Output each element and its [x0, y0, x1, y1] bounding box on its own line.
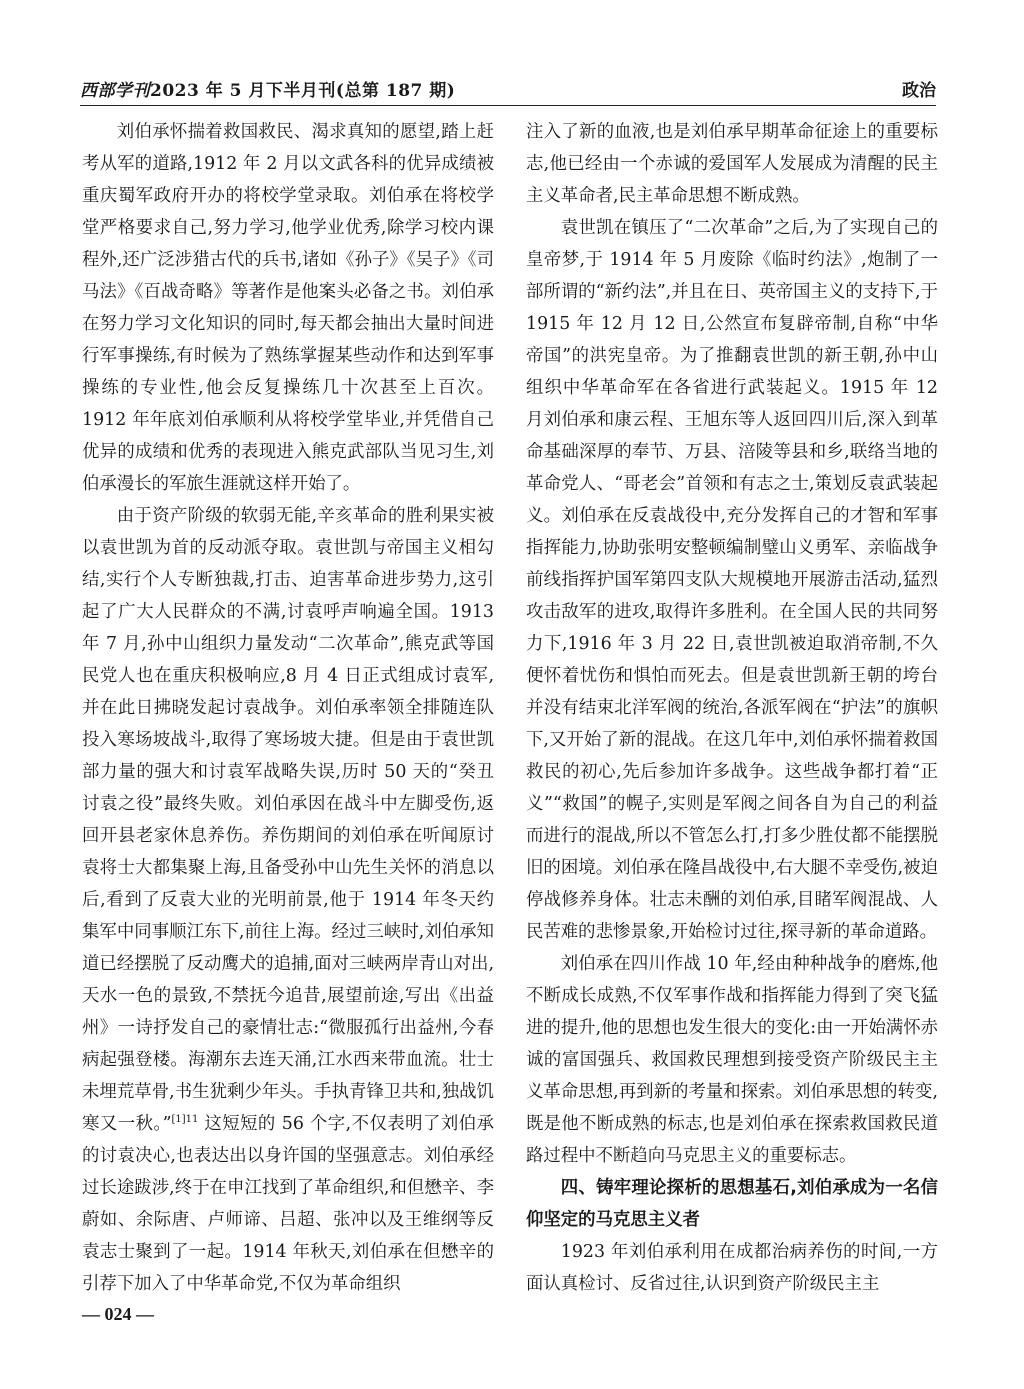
left-column	[82, 116, 494, 1300]
paragraph-2-text-a: 由于资产阶级的软弱无能,辛亥革命的胜利果实被以袁世凯为首的反动派夺取。袁世凯与帝国主义相勾结,实行个人专断独裁,打击、迫害革命进步势力,这引起了广大人民群众的不满,讨袁呼声响遍全国。1913 年 7 月,孙中山组织力量发动“二次革命”,熊克武等国民党人也在重庆积极响应,8 月 4 日正式组成讨袁军,并在此日拂晓发起讨袁战争。刘伯承率领全排随连队投入寒场坡战斗,取得了寒场坡大捷。但是由于袁世凯部力量的强大和讨袁军战略失误,历时 50 天的“癸丑讨袁之役”最终失败。刘伯承因在战斗中左脚受伤,返回开县老家休息养伤。养伤期间的刘伯承在听闻原讨袁将士大都集聚上海,且备受孙中山先生关怀的消息以后,看到了反袁大业的光明前景,他于 1914 年冬天约集军中同事顺江东下,前往上海。经过三峡时,刘伯承知道已经摆脱了反动鹰犬的追捕,面对三峡两岸青山对出,天水一色的景致,不禁抚今追昔,展望前途,写出《出益州》一诗抒发自己的豪情壮志:“微服孤行出益州,今春病起强登楼。海潮东去连天涌,江水西来带血流。壮士未埋荒草骨,书生犹剩少年头。手执青锋卫共和,独战饥寒又一秋。”	[82, 506, 494, 1134]
paragraph-4: 刘伯承在四川作战 10 年,经由种种战争的磨炼,他不断成长成熟,不仅军事作战和指挥能力得到了突飞猛进的提升,他的思想也发生很大的变化:由一开始满怀赤诚的富国强兵、救国救民理想到接受资产阶级民主主义革命思想,再到新的考量和探索。刘伯承思想的转变,既是他不断成熟的标志,也是刘伯承在探索救国救民道路过程中不断趋向马克思主义的重要标志。	[526, 954, 938, 1166]
section-label: 政治	[902, 81, 936, 101]
page-header	[80, 72, 936, 106]
paragraph-5: 1923 年刘伯承利用在成都治病养伤的时间,一方面认真检讨、反省过往,认识到资产阶级民主主	[526, 1242, 938, 1294]
paragraph-continued: 注入了新的血液,也是刘伯承早期革命征途上的重要标志,他已经由一个赤诚的爱国军人发展成为清醒的民主主义革命者,民主革命思想不断成熟。	[526, 122, 938, 206]
journal-logo: 西部学刊	[80, 81, 150, 101]
citation-mark: [1]11	[171, 1114, 199, 1126]
paragraph-2-text-b: 这短短的 56 个字,不仅表明了刘伯承的讨袁决心,也表达出以身许国的坚强意志。刘伯承经过长途跋涉,终于在申江找到了革命组织,和但懋辛、李蔚如、余际唐、卢师谛、吕超、张冲以及王维纲等反袁志士聚到了一起。1914 年秋天,刘伯承在但懋辛的引荐下加入了中华革命党,不仅为革命组织	[82, 1114, 494, 1294]
page-number: — 024 —	[82, 1304, 154, 1324]
header-divider	[80, 105, 936, 106]
paragraph-1: 刘伯承怀揣着救国救民、渴求真知的愿望,踏上赶考从军的道路,1912 年 2 月以文武各科的优异成绩被重庆蜀军政府开办的将校学堂录取。刘伯承在将校学堂严格要求自己,努力学习,他学业优秀,除学习校内课程外,还广泛涉猎古代的兵书,诸如《孙子》《吴子》《司马法》《百战奇略》等著作是他案头必备之书。刘伯承在努力学习文化知识的同时,每天都会抽出大量时间进行军事操练,有时候为了熟练掌握某些动作和达到军事操练的专业性,他会反复操练几十次甚至上百次。1912 年年底刘伯承顺利从将校学堂毕业,并凭借自己优异的成绩和优秀的表现进入熊克武部队当见习生,刘伯承漫长的军旅生涯就这样开始了。	[82, 122, 494, 494]
paragraph-3: 袁世凯在镇压了“二次革命”之后,为了实现自己的皇帝梦,于 1914 年 5 月废除《临时约法》,炮制了一部所谓的“新约法”,并且在日、英帝国主义的支持下,于 1915 年 12 月 12 日,公然宣布复辟帝制,自称“中华帝国”的洪宪皇帝。为了推翻袁世凯的新王朝,孙中山组织中华革命军在各省进行武装起义。1915 年 12 月刘伯承和康云程、王旭东等人返回四川后,深入到革命基础深厚的奉节、万县、涪陵等县和乡,联络当地的革命党人、“哥老会”首领和有志之士,策划反袁武装起义。刘伯承在反袁战役中,充分发挥自己的才智和军事指挥能力,协助张明安整顿编制璧山义勇军、亲临战争前线指挥护国军第四支队大规模地开展游击活动,猛烈攻击敌军的进攻,取得许多胜利。在全国人民的共同努力下,1916 年 3 月 22 日,袁世凯被迫取消帝制,不久便怀着忧伤和惧怕而死去。但是袁世凯新王朝的垮台并没有结束北洋军阀的统治,各派军阀在“护法”的旗帜下,又开始了新的混战。在这几年中,刘伯承怀揣着救国救民的初心,先后参加许多战争。这些战争都打着“正义”“救国”的幌子,实则是军阀之间各自为自己的利益而进行的混战,所以不管怎么打,打多少胜仗都不能摆脱旧的困境。刘伯承在隆昌战役中,右大腿不幸受伤,被迫停战修养身体。壮志未酬的刘伯承,目睹军阀混战、人民苦难的悲惨景象,开始检讨过往,探寻新的革命道路。	[526, 218, 938, 942]
issue-info: 2023 年 5 月下半月刊(总第 187 期)	[150, 81, 456, 101]
paragraph-2	[82, 500, 494, 1300]
section-heading: 四、铸牢理论探析的思想基石,刘伯承成为一名信仰坚定的马克思主义者	[526, 1178, 938, 1230]
header-journal	[80, 76, 455, 101]
right-column	[526, 116, 938, 1300]
